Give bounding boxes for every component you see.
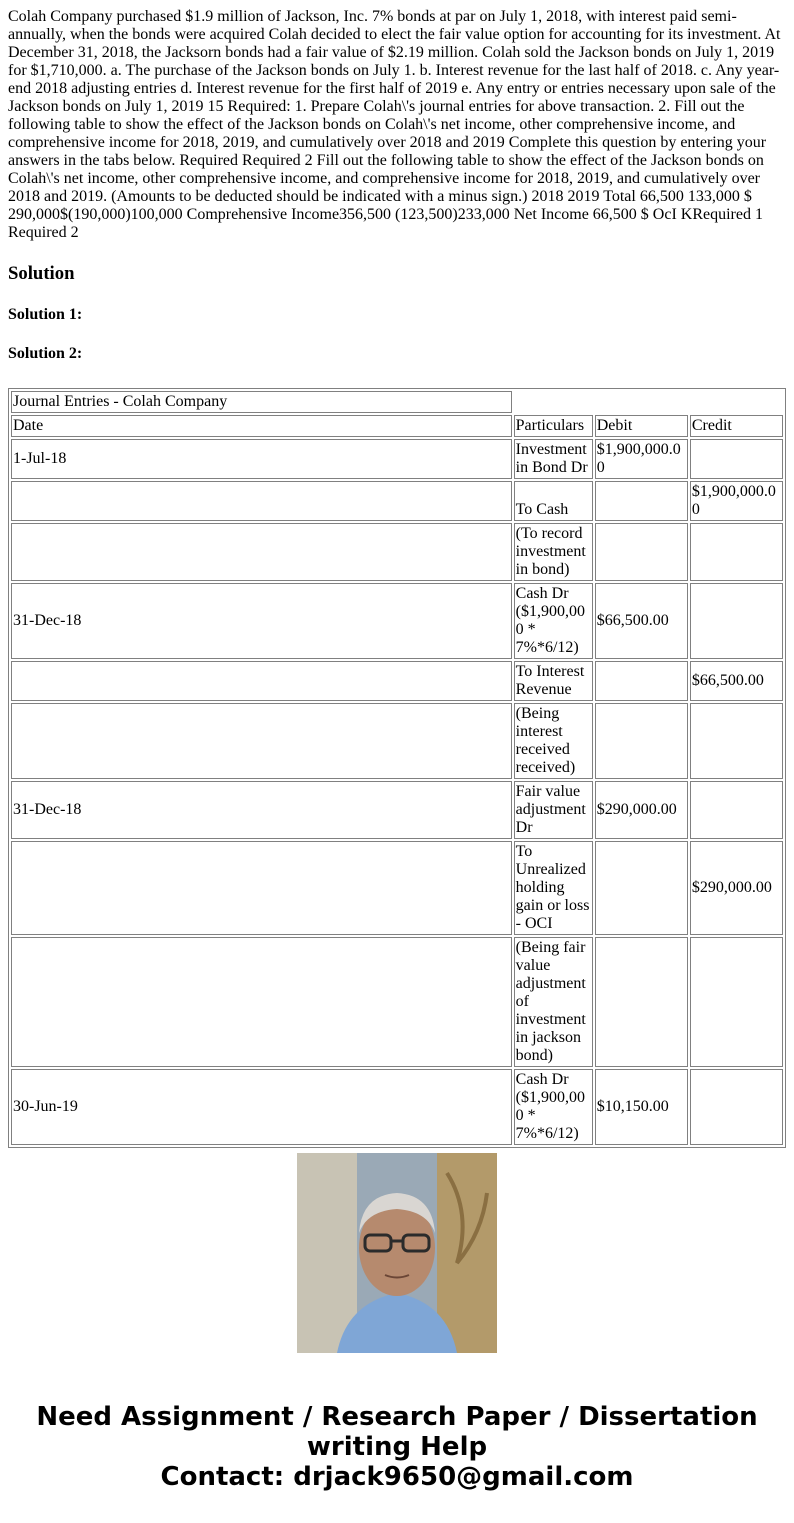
cell-debit: $1,900,000.00	[595, 439, 688, 479]
cell-debit	[595, 481, 688, 521]
cell-date	[11, 523, 512, 581]
table-row	[11, 583, 783, 659]
cell-date: 31-Dec-18	[11, 781, 512, 839]
author-photo	[297, 1153, 497, 1353]
cell-particulars: Fair value adjustment Dr	[514, 781, 593, 839]
cell-date: 1-Jul-18	[11, 439, 512, 479]
cell-credit: $66,500.00	[690, 661, 783, 701]
cell-particulars: Cash Dr ($1,900,000 * 7%*6/12)	[514, 583, 593, 659]
cell-debit	[595, 703, 688, 779]
table-row	[11, 781, 783, 839]
table-row	[11, 523, 783, 581]
journal-entries-table	[8, 388, 786, 1148]
cell-particulars: To Cash	[514, 481, 593, 521]
header-credit: Credit	[690, 415, 783, 437]
solution-heading: Solution	[8, 263, 75, 284]
solution-2-heading: Solution 2:	[8, 345, 83, 362]
cell-debit	[595, 841, 688, 935]
cell-particulars: (Being fair value adjustment of investment in jackson bond)	[514, 937, 593, 1067]
cell-particulars: (Being interest received received)	[514, 703, 593, 779]
cell-particulars: Investment in Bond Dr	[514, 439, 593, 479]
footer-promo	[0, 1402, 794, 1492]
cell-credit: $1,900,000.00	[690, 481, 783, 521]
footer-contact: Contact: drjack9650@gmail.com	[160, 1462, 634, 1492]
cell-credit	[690, 523, 783, 581]
cell-particulars: To Interest Revenue	[514, 661, 593, 701]
footer-line-1: Need Assignment / Research Paper / Dissertation	[36, 1402, 758, 1432]
cell-particulars: Cash Dr ($1,900,000 * 7%*6/12)	[514, 1069, 593, 1145]
cell-date	[11, 841, 512, 935]
cell-date	[11, 937, 512, 1067]
cell-date: 30-Jun-19	[11, 1069, 512, 1145]
table-title-row	[11, 391, 783, 413]
table-row	[11, 481, 783, 521]
table-row	[11, 661, 783, 701]
cell-credit	[690, 439, 783, 479]
cell-date	[11, 661, 512, 701]
header-debit: Debit	[595, 415, 688, 437]
table-row	[11, 439, 783, 479]
table-row	[11, 703, 783, 779]
cell-particulars: (To record investment in bond)	[514, 523, 593, 581]
cell-debit: $10,150.00	[595, 1069, 688, 1145]
cell-date	[11, 481, 512, 521]
cell-debit	[595, 661, 688, 701]
cell-credit	[690, 781, 783, 839]
header-particulars: Particulars	[514, 415, 593, 437]
header-date: Date	[11, 415, 512, 437]
cell-debit: $290,000.00	[595, 781, 688, 839]
solution-1-heading: Solution 1:	[8, 306, 83, 323]
cell-credit: $290,000.00	[690, 841, 783, 935]
cell-credit	[690, 1069, 783, 1145]
cell-particulars: To Unrealized holding gain or loss - OCI	[514, 841, 593, 935]
cell-date: 31-Dec-18	[11, 583, 512, 659]
author-photo-graphic	[297, 1153, 497, 1353]
table-row	[11, 841, 783, 935]
cell-date	[11, 703, 512, 779]
cell-debit: $66,500.00	[595, 583, 688, 659]
cell-credit	[690, 583, 783, 659]
table-row	[11, 937, 783, 1067]
table-title: Journal Entries - Colah Company	[11, 391, 512, 413]
table-row	[11, 1069, 783, 1145]
table-header-row	[11, 415, 783, 437]
cell-credit	[690, 937, 783, 1067]
footer-line-2: writing Help	[306, 1432, 488, 1462]
cell-credit	[690, 703, 783, 779]
cell-debit	[595, 937, 688, 1067]
cell-debit	[595, 523, 688, 581]
question-text: Colah Company purchased $1.9 million of Jackson, Inc. 7% bonds at par on July 1, 2018, with interest paid semi-annually, when the bonds were acquired Colah decided to elect the fair value option for accounting for its investment. At December 31, 2018, the Jacksorn bonds had a fair value of $2.19 million. Colah sold the Jackson bonds on July 1, 2019 for $1,710,000. a. The purchase of the Jackson bonds on July 1. b. Interest revenue for the last half of 2018. c. Any year-end 2018 adjusting entries d. Interest revenue for the first half of 2019 e. Any entry or entries necessary upon sale of the Jackson bonds on July 1, 2019 15 Required: 1. Prepare Colah\'s journal entries for above transaction. 2. Fill out the following table to show the effect of the Jackson bonds on Colah\'s net income, other comprehensive income, and comprehensive income for 2018, 2019, and cumulatively over 2018 and 2019 Complete this question by entering your answers in the tabs below. Required Required 2 Fill out the following table to show the effect of the Jackson bonds on Colah\'s net income, other comprehensive income, and comprehensive income for 2018, 2019, and cumulatively over 2018 and 2019. (Amounts to be deducted should be indicated with a minus sign.) 2018 2019 Total 66,500 133,000 $ 290,000$(190,000)100,000 Comprehensive Income356,500 (123,500)233,000 Net Income 66,500 $ OcI KRequired 1 Required 2	[8, 8, 781, 241]
